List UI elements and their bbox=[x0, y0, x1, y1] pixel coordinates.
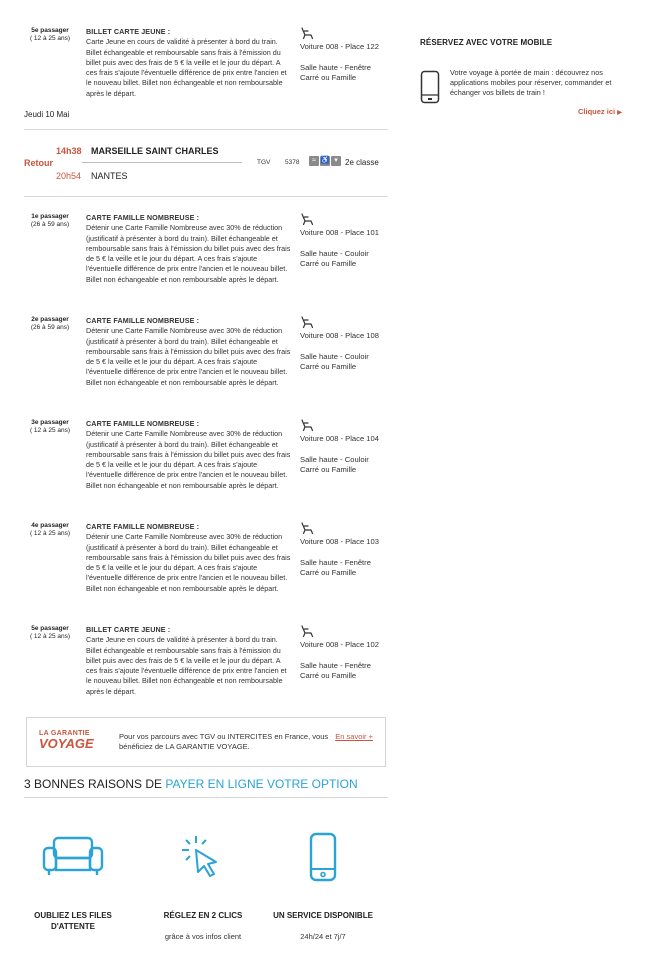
reasons-heading-highlight: PAYER EN LIGNE VOTRE OPTION bbox=[165, 777, 358, 791]
seat-icon bbox=[300, 213, 314, 226]
fare-conditions bbox=[86, 213, 291, 285]
passenger-label bbox=[24, 316, 76, 332]
seat-room: Salle haute - Fenêtre Carré ou Famille bbox=[300, 62, 371, 82]
logo-line-1: LA GARANTIE bbox=[39, 730, 90, 737]
arrival-time: 20h54 bbox=[56, 171, 82, 181]
seat-info bbox=[300, 522, 388, 579]
garantie-voyage-banner bbox=[26, 717, 386, 767]
passenger-number: 5e passager bbox=[31, 27, 69, 34]
fare-description: Détenir une Carte Famille Nombreuse avec 30% de réduction (justificatif à présenter à bord du train). Billet échangeable et remboursable sans frais à l'émission du billet puis avec des frais de 5 € la veille et le jour du départ. A ces frais s'ajoute l'éventuelle différence de prix entre l'ancien et le nouveau billet. Billet non échangeable et non remboursable après le départ. bbox=[86, 223, 291, 284]
cursor-click-icon bbox=[178, 832, 228, 878]
passenger-age: ( 12 à 25 ans) bbox=[29, 530, 71, 537]
fare-title: CARTE FAMILLE NOMBREUSE : bbox=[86, 419, 200, 428]
train-number: 5378 bbox=[285, 159, 300, 166]
seat-icon bbox=[300, 522, 314, 535]
passenger-number: 5e passager bbox=[31, 625, 69, 632]
passenger-label bbox=[24, 213, 76, 229]
passenger-block bbox=[24, 213, 388, 313]
passenger-label bbox=[24, 419, 76, 435]
return-date: Jeudi 10 Mai bbox=[24, 110, 70, 119]
passenger-label bbox=[24, 27, 76, 43]
fare-description: Carte Jeune en cours de validité à présenter à bord du train. Billet échangeable et remboursable sans frais à l'émission du billet puis avec des frais de 5 € la veille et le jour du départ. A ces frais s'ajoute l'éventuelle différence de prix entre l'ancien et le nouveau billet. Billet non échangeable et non remboursable après le départ. bbox=[86, 37, 287, 98]
logo-line-2: VOYAGE bbox=[39, 736, 94, 751]
reason-item bbox=[268, 832, 378, 952]
seat-place: Voiture 008 - Place 108 bbox=[300, 331, 379, 340]
reason-title: UN SERVICE DISPONIBLE bbox=[273, 911, 373, 920]
cliquez-ici-label: Cliquez ici bbox=[578, 107, 616, 116]
departure-station: MARSEILLE SAINT CHARLES bbox=[91, 146, 219, 156]
fare-title: CARTE FAMILLE NOMBREUSE : bbox=[86, 213, 200, 222]
passenger-age: ( 12 à 25 ans) bbox=[29, 633, 71, 640]
fare-title: CARTE FAMILLE NOMBREUSE : bbox=[86, 316, 200, 325]
seat-place: Voiture 008 - Place 101 bbox=[300, 228, 379, 237]
passenger-number: 2e passager bbox=[31, 316, 69, 323]
fare-title: CARTE FAMILLE NOMBREUSE : bbox=[86, 522, 200, 531]
fare-description: Détenir une Carte Famille Nombreuse avec 30% de réduction (justificatif à présenter à bord du train). Billet échangeable et remboursable sans frais à l'émission du billet puis avec des frais de 5 € la veille et le jour du départ. A ces frais s'ajoute l'éventuelle différence de prix entre l'ancien et le nouveau billet. Billet non échangeable et non remboursable après le départ. bbox=[86, 326, 291, 387]
reason-subtitle: 24h/24 et 7j/7 bbox=[300, 932, 346, 941]
fare-conditions bbox=[86, 27, 291, 99]
travel-class: 2e classe bbox=[345, 158, 379, 167]
mobile-promo-title: RÉSERVEZ AVEC VOTRE MOBILE bbox=[420, 38, 553, 47]
departure-time: 14h38 bbox=[56, 146, 82, 156]
fare-title: BILLET CARTE JEUNE : bbox=[86, 27, 171, 36]
seat-icon bbox=[300, 625, 314, 638]
passenger-age: ( 12 à 25 ans) bbox=[29, 427, 71, 434]
seat-icon bbox=[300, 419, 314, 432]
passenger-number: 4e passager bbox=[31, 522, 69, 529]
seat-place: Voiture 008 - Place 102 bbox=[300, 640, 379, 649]
seat-info bbox=[300, 625, 388, 682]
arrival-station: NANTES bbox=[91, 171, 128, 181]
fare-description: Détenir une Carte Famille Nombreuse avec 30% de réduction (justificatif à présenter à bord du train). Billet échangeable et remboursable sans frais à l'émission du billet puis avec des frais de 5 € la veille et le jour du départ. A ces frais s'ajoute l'éventuelle différence de prix entre l'ancien et le nouveau billet. Billet non échangeable et non remboursable après le départ. bbox=[86, 532, 291, 593]
wifi-icon: ≈ bbox=[309, 156, 319, 166]
arrow-right-icon: ▶ bbox=[617, 110, 622, 116]
cliquez-ici-link[interactable] bbox=[578, 107, 622, 116]
seat-info bbox=[300, 419, 388, 476]
seat-info bbox=[300, 27, 388, 84]
garantie-voyage-logo bbox=[39, 730, 101, 750]
divider bbox=[24, 196, 388, 197]
seat-room: Salle haute - Fenêtre Carré ou Famille bbox=[300, 660, 371, 680]
mobile-promo-text: Votre voyage à portée de main : découvrez nos applications mobiles pour réserver, commander et échanger vos billets de train ! bbox=[450, 68, 612, 97]
passenger-number: 3e passager bbox=[31, 419, 69, 426]
fare-conditions bbox=[86, 316, 291, 388]
reasons-heading-prefix: 3 BONNES RAISONS DE bbox=[24, 777, 166, 791]
divider bbox=[24, 129, 388, 130]
passenger-number: 1e passager bbox=[31, 213, 69, 220]
passenger-age: (26 à 59 ans) bbox=[30, 324, 70, 331]
fare-conditions bbox=[86, 522, 291, 594]
amenities bbox=[309, 156, 341, 166]
fare-title: BILLET CARTE JEUNE : bbox=[86, 625, 171, 634]
fare-conditions bbox=[86, 419, 291, 491]
seat-info bbox=[300, 316, 388, 373]
wheelchair-icon: ♿ bbox=[320, 157, 330, 164]
fare-description: Détenir une Carte Famille Nombreuse avec 30% de réduction (justificatif à présenter à bord du train). Billet échangeable et remboursable sans frais à l'émission du billet puis avec des frais de 5 € la veille et le jour du départ. A ces frais s'ajoute l'éventuelle différence de prix entre l'ancien et le nouveau billet. Billet non échangeable et non remboursable après le départ. bbox=[86, 429, 291, 490]
passenger-block bbox=[24, 316, 388, 416]
seat-place: Voiture 008 - Place 122 bbox=[300, 42, 379, 51]
passenger-block bbox=[24, 522, 388, 622]
seat-place: Voiture 008 - Place 104 bbox=[300, 434, 379, 443]
fare-description: Carte Jeune en cours de validité à présenter à bord du train. Billet échangeable et remboursable sans frais à l'émission du billet puis avec des frais de 5 € la veille et le jour du départ. A ces frais s'ajoute l'éventuelle différence de prix entre l'ancien et le nouveau billet. Billet non échangeable et non remboursable après le départ. bbox=[86, 635, 287, 696]
seat-room: Salle haute - Fenêtre Carré ou Famille bbox=[300, 557, 371, 577]
passenger-block bbox=[24, 419, 388, 519]
return-label: Retour bbox=[24, 158, 53, 168]
trip-line bbox=[82, 162, 242, 163]
reasons-heading bbox=[24, 777, 358, 791]
divider bbox=[24, 797, 388, 798]
seat-room: Salle haute - Couloir Carré ou Famille bbox=[300, 454, 369, 474]
sofa-icon bbox=[40, 832, 106, 878]
reason-title: RÉGLEZ EN 2 CLICS bbox=[163, 911, 243, 920]
reason-item bbox=[18, 832, 128, 952]
passenger-block bbox=[24, 27, 388, 127]
seat-room: Salle haute - Couloir Carré ou Famille bbox=[300, 351, 369, 371]
return-trip-summary bbox=[24, 144, 388, 186]
bar-icon: ▾ bbox=[331, 156, 341, 166]
train-type: TGV bbox=[257, 159, 271, 166]
garantie-text: Pour vos parcours avec TGV ou INTERCITES en France, vous bénéficiez de LA GARANTIE VOYAGE. bbox=[119, 732, 329, 751]
passenger-label bbox=[24, 625, 76, 641]
passenger-age: ( 12 à 25 ans) bbox=[29, 35, 71, 42]
passenger-age: (26 à 59 ans) bbox=[30, 221, 70, 228]
fare-conditions bbox=[86, 625, 291, 697]
reason-item bbox=[148, 832, 258, 952]
passenger-block bbox=[24, 625, 388, 725]
smartphone-icon bbox=[308, 832, 338, 882]
passenger-label bbox=[24, 522, 76, 538]
seat-place: Voiture 008 - Place 103 bbox=[300, 537, 379, 546]
seat-room: Salle haute - Couloir Carré ou Famille bbox=[300, 248, 369, 268]
seat-icon bbox=[300, 27, 314, 40]
mobile-phone-icon bbox=[420, 70, 440, 104]
seat-info bbox=[300, 213, 388, 270]
reason-title: OUBLIEZ LES FILES D'ATTENTE bbox=[34, 911, 112, 931]
reason-subtitle: grâce à vos infos client bbox=[164, 932, 242, 941]
seat-icon bbox=[300, 316, 314, 329]
en-savoir-plus-link[interactable]: En savoir + bbox=[335, 732, 373, 741]
